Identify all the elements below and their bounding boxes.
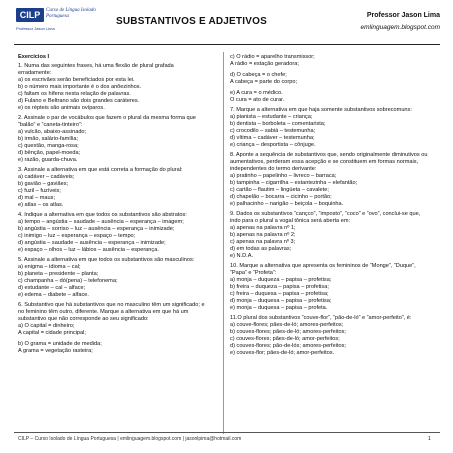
answer-option: A rádio = estação geradora; [230, 61, 299, 67]
answer-option: A grama = vegetação rasteira; [18, 348, 93, 354]
answer-option: c) champanha – dó(pena) – telefonema; [18, 278, 118, 284]
answer-option: a) enigma – idioma – cal; [18, 264, 81, 270]
question-text: 11.O plural dos substantivos “couve-flor”, “pão-de-ló” e “amor-perfeito”, é: [230, 315, 412, 321]
question [230, 107, 430, 149]
answer-option: c) freira – duquesa – papisa – profetisa; [230, 291, 329, 297]
page-footer: CILP – Curso Isolado de Língua Portuguesa | emlinguagem.blogspot.com | jasonlpima@hotmail.com [18, 436, 242, 442]
professor-name: Professor Jason Lima [366, 12, 440, 19]
column-divider [223, 52, 224, 434]
answer-option: e) A cura = o médico. [230, 90, 283, 96]
answer-option: c) O rádio = aparelho transmissor; [230, 54, 315, 60]
question-text: 8. Aponte a sequência de substantivos que, sendo originalmente diminutivos ou aumentativos, perderam essa acepção e se constituem em formas normais, independentes do termo derivante: [230, 152, 428, 172]
answer-option: e) edema – diabete – alface. [18, 292, 89, 298]
answer-option: b) irmão, salário-família; [18, 136, 78, 142]
answer-option: a) pianista – estudante – criança; [230, 114, 313, 120]
answer-option: b) o número mais importante é o dos anõezinhos. [18, 84, 142, 90]
answer-option: a) tempo – angústia – saudade – ausência – esperança – imagem; [18, 219, 184, 225]
answer-option: b) apenas na palavra nº 2; [230, 232, 296, 238]
answer-option: c) crocodilo – sabiá – testemunha; [230, 128, 316, 134]
answer-option: O cura = ato de curar. [230, 97, 285, 103]
answer-option: c) apenas na palavra nº 3; [230, 239, 296, 245]
answer-option: a) couve-flores; pães-de-ló; amores-perfeitos; [230, 322, 344, 328]
page-number: 1 [428, 436, 431, 442]
answer-option: d) mal – maus; [18, 195, 55, 201]
question-text: 2. Assinale o par de vocábulos que fazem o plural da mesma forma que “balão” e “caneta-tinteiro”: [18, 115, 196, 128]
answer-option: d) angústia – saudade – ausência – esperança – inimizade; [18, 240, 166, 246]
question [230, 211, 430, 260]
question [18, 212, 208, 254]
question-text: 10. Marque a alternativa que apresenta os femininos de “Monge”, “Duque”, “Papa” e “Profeta”: [230, 263, 416, 276]
logo-badge: CILP [16, 8, 44, 22]
answer-option: e) monja – duquesa – papisa – profeta. [230, 305, 328, 311]
answer-option: e) N.D.A. [230, 253, 254, 259]
answer-option: a) pratinho – papelinho – livreco – barraca; [230, 173, 337, 179]
answer-option: c) fuzil – fuzíveis; [18, 188, 61, 194]
question-list-right [230, 54, 430, 357]
answer-option: a) apenas na palavra nº 1; [230, 225, 296, 231]
question-list-left [18, 63, 208, 355]
question [18, 63, 208, 112]
cilp-logo [14, 6, 100, 48]
site-url: emlinguagem.blogspot.com [360, 24, 440, 31]
question [18, 115, 208, 164]
answer-option: e) atlas – os atlas. [18, 202, 64, 208]
question [230, 315, 430, 357]
answer-option: b) tampinha – cigarrilha – estantezinha – elefantão; [230, 180, 358, 186]
answer-option: d) bênção, papel-moeda; [18, 150, 81, 156]
answer-option: A capital = cidade principal; [18, 330, 86, 336]
answer-option: d) vítima – cadáver – testemunha; [230, 135, 315, 141]
answer-option: e) criança – desportista – cônjuge. [230, 142, 316, 148]
logo-script: Curso de Língua Isolado Portuguesa [46, 8, 96, 19]
answer-option: d) monja – duquesa – papisa – profetisa; [230, 298, 332, 304]
right-column [230, 54, 430, 360]
answer-option: b) couves-flores; pães-de-ló; amores-perfeitos; [230, 329, 346, 335]
answer-option: b) dentista – borboleta – comentarista; [230, 121, 326, 127]
answer-option: e) couves-flor; pães-de-ló; amor-perfeitos. [230, 350, 335, 356]
question-text: 7. Marque a alternativa em que haja somente substantivos sobrecomuns: [230, 107, 412, 113]
logo-subtitle: Professor Jason Lima [16, 26, 55, 31]
answer-option: a) cadáver – cadáveis; [18, 174, 75, 180]
answer-option: a) monja – duqueza – papisa – profetisa; [230, 277, 332, 283]
answer-option: c) faltam os hífens nesta relação de palavras. [18, 91, 131, 97]
answer-option: b) angústia – sorriso – luz – ausência – esperança – inimizade; [18, 226, 175, 232]
question [18, 302, 208, 355]
answer-option: e) palhacinho – narigão – beiçola – boquinha. [230, 201, 344, 207]
answer-option: A cabeça = parte do corpo; [230, 79, 298, 85]
page-title: SUBSTANTIVOS E ADJETIVOS [116, 16, 267, 27]
question [230, 152, 430, 208]
answer-option: c) inimigo – luz – esperança – espaço – tempo; [18, 233, 136, 239]
answer-option: d) couves-flores; pão-de-lós; amores-perfeitos; [230, 343, 346, 349]
answer-option: b) planeta – presidente – planta; [18, 271, 99, 277]
answer-option: b) freira – duqueza – papisa – profetisa; [230, 284, 329, 290]
answer-option: c) couves-flores; pães-de-ló; amor-perfeitos; [230, 336, 340, 342]
left-column [18, 54, 208, 358]
answer-option: c) cartão – flautim – lingüeta – cavalete; [230, 187, 329, 193]
answer-option: c) questão, manga-rosa; [18, 143, 79, 149]
question-text: 6. Substantivo que há substantivos que no masculino têm um significado; e no feminino têm outro, diferente. Marque a alternativa em que há um substantivo que não corresponde ao seu significado: [18, 302, 205, 322]
question-text: 9. Dados os substantivos “cançco”, “imposto”, “coco” e “ovo”, conclui-se que, indo para o plural a vogal tônica será aberta em: [230, 211, 421, 224]
question-text: 3. Assinale a alternativa em que está correta a formação do plural: [18, 167, 183, 173]
question [18, 167, 208, 209]
question-text: 1. Numa das seguintes frases, há uma flexão de plural grafada erradamente: [18, 63, 174, 76]
question [18, 257, 208, 299]
footer-rule [14, 432, 440, 433]
answer-option: a) vulcão, abaixo-assinado; [18, 129, 87, 135]
answer-option: b) O grama = unidade de medida; [18, 341, 102, 347]
answer-option: e) os répteis são animais ovíparos. [18, 105, 105, 111]
answer-option: a) O capital = dinheiro; [18, 323, 75, 329]
answer-option: d) estudante – cal – alface; [18, 285, 86, 291]
question [230, 263, 430, 312]
answer-option: e) razão, guarda-chuva. [18, 157, 78, 163]
answer-option: d) Fulano e Beltrano são dois grandes caráteres. [18, 98, 140, 104]
question-text: 4. Indique a alternativa em que todos os substantivos são abstratos: [18, 212, 187, 218]
answer-option: d) em todas as palavras; [230, 246, 292, 252]
answer-option: a) os escrivães serão beneficiados por esta lei. [18, 77, 135, 83]
question-text: 5. Assinale a alternativa em que todos os substantivos são masculinos: [18, 257, 195, 263]
answer-option: d) O cabeça = o chefe; [230, 72, 287, 78]
answer-option: b) gavião – gaviães; [18, 181, 69, 187]
answer-option: e) espaço – olhos – luz – lábios – ausência – esperança. [18, 247, 159, 253]
answer-option: d) chapelão – bocarra – cicinho – portão; [230, 194, 332, 200]
question [230, 54, 430, 104]
header-rule [14, 44, 440, 45]
section-title: Exercícios I [18, 54, 50, 60]
